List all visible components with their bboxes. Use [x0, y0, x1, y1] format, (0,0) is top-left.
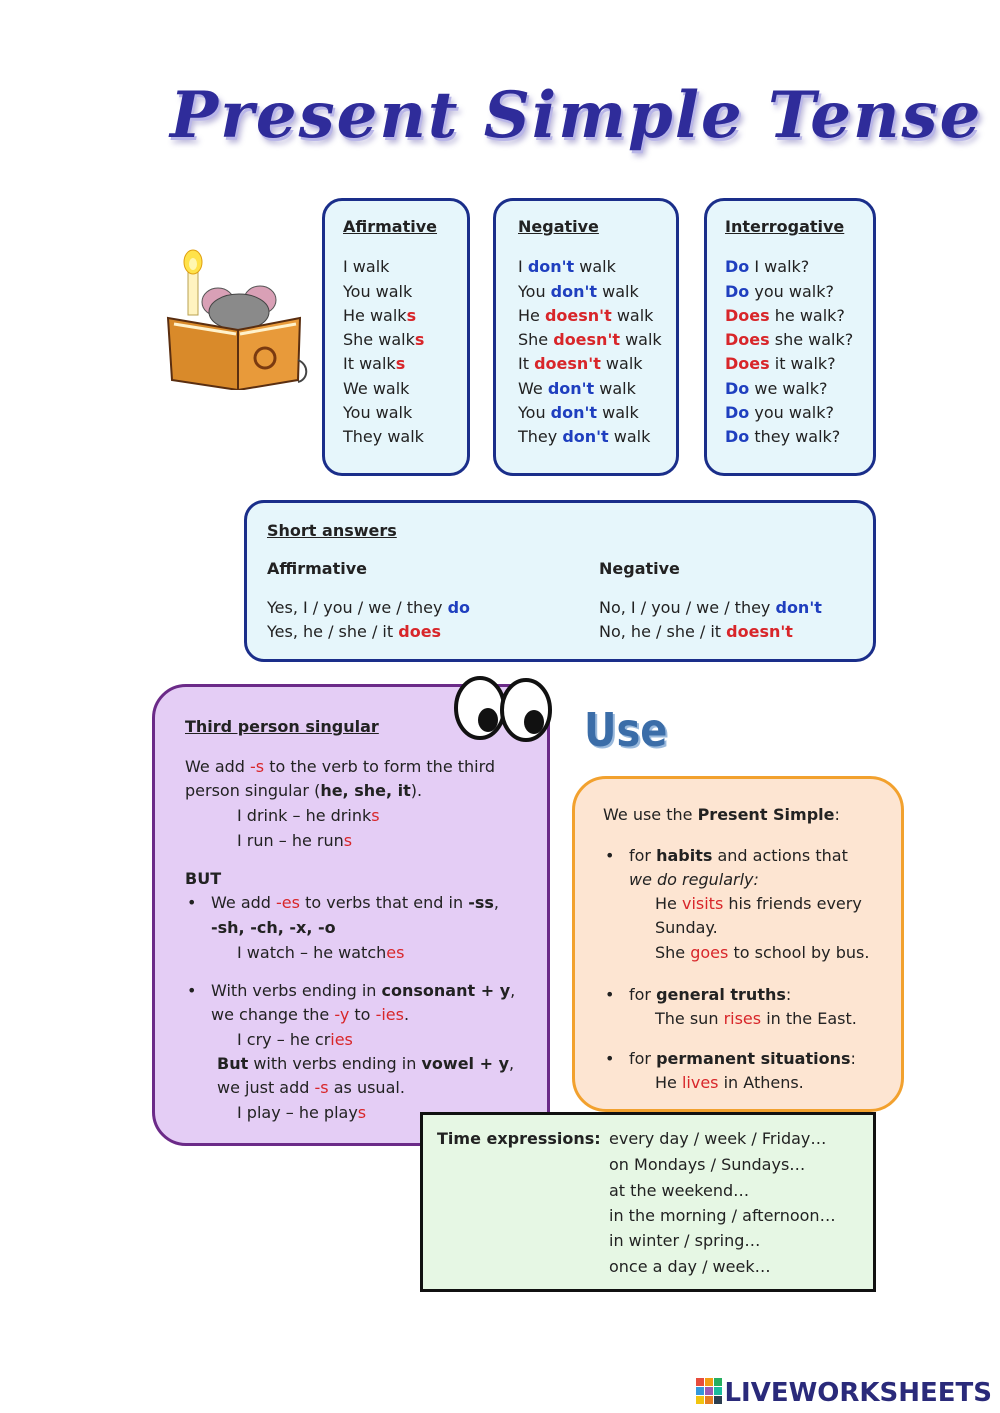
- affirmative-row: [343, 304, 467, 328]
- negative-row: [518, 377, 676, 401]
- logo-grid-icon: [696, 1378, 722, 1404]
- verb-text: walk: [597, 281, 639, 301]
- question-text: they walk?: [749, 427, 841, 447]
- rule-es-line-2: -sh, -ch, -x, -o: [211, 918, 336, 937]
- interrogative-box: [704, 198, 876, 476]
- eyes-illustration: [452, 668, 556, 752]
- verb-text: walk: [600, 354, 643, 374]
- auxiliary: don't: [527, 257, 575, 277]
- subject: He: [518, 305, 545, 325]
- example-drink: I drink – he drinks: [237, 806, 380, 825]
- time-expression-item: in winter / spring…: [609, 1231, 761, 1250]
- auxiliary: Does: [725, 305, 770, 325]
- liveworksheets-logo: [696, 1378, 992, 1408]
- affirmative-rows: [343, 255, 467, 449]
- question-text: we walk?: [749, 378, 828, 398]
- affirmative-heading: Afirmative: [343, 217, 438, 236]
- verb-text: walk: [608, 427, 651, 447]
- negative-row: [518, 352, 676, 376]
- affirmative-row: [343, 377, 467, 401]
- bullet-icon: •: [605, 846, 615, 865]
- verb-text: It walk: [343, 354, 396, 374]
- auxiliary: don't: [547, 378, 595, 398]
- use-habits-line-1: for habits and actions that: [629, 846, 848, 865]
- use-intro: We use the Present Simple:: [603, 805, 840, 824]
- use-example-sunday: Sunday.: [655, 918, 718, 937]
- affirmative-row: [343, 280, 467, 304]
- negative-heading: Negative: [518, 217, 599, 236]
- affirmative-row: [343, 328, 467, 352]
- verb-text: I walk: [343, 257, 390, 277]
- third-person-box: [152, 684, 550, 1146]
- subject: I: [518, 257, 528, 277]
- auxiliary: doesn't: [553, 330, 620, 350]
- example-cry: I cry – he cries: [237, 1030, 353, 1049]
- verb-text: She walk: [343, 330, 415, 350]
- time-expression-item: at the weekend…: [609, 1181, 750, 1200]
- question-text: you walk?: [749, 403, 834, 423]
- question-text: I walk?: [749, 257, 810, 277]
- auxiliary: doesn't: [544, 305, 612, 325]
- auxiliary: Does: [725, 354, 770, 374]
- question-text: you walk?: [749, 281, 834, 301]
- interrogative-row: [725, 377, 873, 401]
- example-run: I run – he runs: [237, 831, 353, 850]
- short-aff-line-2: Yes, he / she / it does: [267, 622, 442, 641]
- rule-vowel-line-2: we just add -s as usual.: [217, 1078, 405, 1097]
- verb-text: walk: [574, 257, 616, 277]
- short-affirmative-label: Affirmative: [267, 559, 367, 578]
- subject: You: [518, 403, 551, 423]
- subject: You: [518, 281, 551, 301]
- short-negative-label: Negative: [599, 559, 680, 578]
- auxiliary: don't: [550, 403, 598, 423]
- time-expressions-label: Time expressions:: [437, 1129, 601, 1148]
- rule-y-line-2: we change the -y to -ies.: [211, 1005, 410, 1024]
- negative-row: [518, 401, 676, 425]
- short-aff-line-1: Yes, I / you / we / they do: [267, 598, 471, 617]
- affirmative-box: [322, 198, 470, 476]
- negative-row: [518, 425, 676, 449]
- auxiliary: Do: [725, 378, 750, 398]
- bullet-icon: •: [605, 985, 615, 1004]
- verb-text: You walk: [343, 403, 413, 423]
- third-person-heading: Third person singular: [185, 717, 379, 736]
- time-expressions-box: [420, 1112, 876, 1292]
- subject: It: [518, 354, 535, 374]
- verb-ending: s: [414, 330, 425, 350]
- interrogative-row: [725, 280, 873, 304]
- use-example-rises: The sun rises in the East.: [655, 1009, 857, 1028]
- use-habits-line-2: we do regularly:: [629, 870, 759, 889]
- time-expression-item: in the morning / afternoon…: [609, 1206, 836, 1225]
- auxiliary: Do: [725, 281, 750, 301]
- use-label: Use: [584, 704, 668, 758]
- third-person-intro-2: person singular (he, she, it).: [185, 781, 423, 800]
- verb-text: walk: [620, 330, 662, 350]
- auxiliary: Do: [725, 427, 750, 447]
- verb-text: walk: [611, 305, 654, 325]
- page-title: Present Simple Tense: [170, 78, 983, 153]
- verb-ending: s: [395, 354, 406, 374]
- example-watch: I watch – he watches: [237, 943, 405, 962]
- negative-rows: [518, 255, 676, 449]
- question-text: he walk?: [769, 305, 845, 325]
- negative-row: [518, 255, 676, 279]
- interrogative-heading: Interrogative: [725, 217, 845, 236]
- interrogative-row: [725, 304, 873, 328]
- auxiliary: don't: [562, 427, 609, 447]
- use-example-lives: He lives in Athens.: [655, 1073, 804, 1092]
- logo-text: LIVEWORKSHEETS: [724, 1378, 992, 1408]
- short-neg-line-2: No, he / she / it doesn't: [599, 622, 793, 641]
- affirmative-row: [343, 255, 467, 279]
- auxiliary: doesn't: [534, 354, 601, 374]
- bullet-icon: •: [187, 893, 197, 912]
- verb-ending: s: [406, 305, 417, 325]
- time-expression-item: on Mondays / Sundays…: [609, 1155, 806, 1174]
- interrogative-row: [725, 352, 873, 376]
- affirmative-row: [343, 425, 467, 449]
- negative-box: [493, 198, 679, 476]
- verb-text: We walk: [343, 378, 410, 398]
- use-example-visits: He visits his friends every: [655, 894, 862, 913]
- verb-text: He walk: [343, 305, 407, 325]
- affirmative-row: [343, 352, 467, 376]
- affirmative-row: [343, 401, 467, 425]
- subject: We: [518, 378, 548, 398]
- time-expression-item: once a day / week…: [609, 1257, 771, 1276]
- negative-row: [518, 304, 676, 328]
- short-answers-box: [244, 500, 876, 662]
- verb-text: You walk: [343, 281, 413, 301]
- auxiliary: Does: [725, 330, 770, 350]
- auxiliary: Do: [725, 257, 750, 277]
- short-neg-line-1: No, I / you / we / they don't: [599, 598, 822, 617]
- subject: They: [518, 427, 563, 447]
- use-example-goes: She goes to school by bus.: [655, 943, 870, 962]
- interrogative-row: [725, 255, 873, 279]
- but-label: BUT: [185, 869, 222, 888]
- use-box: [572, 776, 904, 1112]
- negative-row: [518, 280, 676, 304]
- verb-text: walk: [597, 403, 639, 423]
- question-text: it walk?: [769, 354, 836, 374]
- use-truths: for general truths:: [629, 985, 792, 1004]
- auxiliary: don't: [550, 281, 598, 301]
- rule-es-line-1: We add -es to verbs that end in -ss,: [211, 893, 499, 912]
- use-permanent: for permanent situations:: [629, 1049, 856, 1068]
- negative-row: [518, 328, 676, 352]
- rule-y-line-1: With verbs ending in consonant + y,: [211, 981, 516, 1000]
- question-text: she walk?: [769, 330, 854, 350]
- mouse-book-illustration: [160, 240, 310, 390]
- third-person-intro-1: We add -s to the verb to form the third: [185, 757, 496, 776]
- interrogative-row: [725, 425, 873, 449]
- interrogative-rows: [725, 255, 873, 449]
- rule-vowel-line-1: But with verbs ending in vowel + y,: [217, 1054, 515, 1073]
- bullet-icon: •: [187, 981, 197, 1000]
- interrogative-row: [725, 401, 873, 425]
- auxiliary: Do: [725, 403, 750, 423]
- subject: She: [518, 330, 554, 350]
- interrogative-row: [725, 328, 873, 352]
- time-expression-item: every day / week / Friday…: [609, 1129, 827, 1148]
- verb-text: They walk: [343, 427, 424, 447]
- verb-text: walk: [594, 378, 636, 398]
- example-play: I play – he plays: [237, 1103, 367, 1122]
- bullet-icon: •: [605, 1049, 615, 1068]
- short-answers-heading: Short answers: [267, 521, 397, 540]
